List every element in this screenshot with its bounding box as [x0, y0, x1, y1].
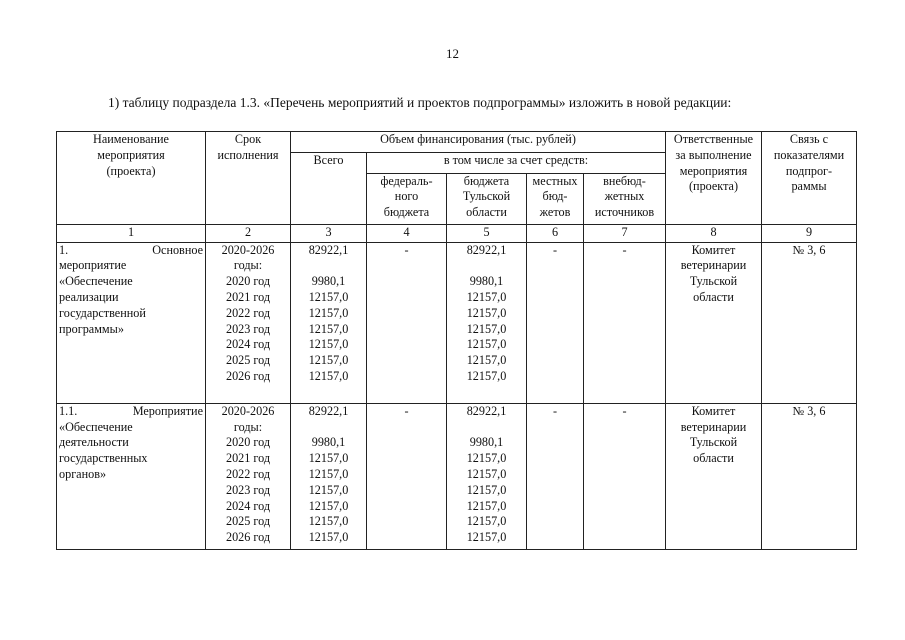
- total-values-line: 12157,0: [308, 498, 349, 513]
- term-years: [206, 403, 291, 549]
- total-values-line: 12157,0: [308, 353, 349, 368]
- term-years-line: 2026 год: [225, 530, 271, 545]
- total-values-line: 12157,0: [308, 451, 349, 466]
- total-values-line: [293, 258, 364, 274]
- responsible-org-line: Тульской: [689, 435, 738, 450]
- header-text-line: Срок: [234, 132, 262, 146]
- header-text-line: Наименование: [93, 132, 169, 146]
- total-values-line: 12157,0: [308, 467, 349, 482]
- term-years-line: 2026 год: [225, 368, 271, 383]
- indicator-link: № 3, 6: [762, 403, 857, 549]
- header-local: [527, 173, 584, 225]
- regional-values-line: 12157,0: [466, 337, 507, 352]
- header-funding: Объем финансирования (тыс. рублей): [291, 132, 666, 153]
- column-numbers-row: [57, 225, 857, 242]
- term-years-line: годы:: [233, 258, 263, 273]
- measure-name-word: Основное: [152, 242, 203, 257]
- responsible-org-line: Комитет: [691, 242, 736, 257]
- header-text-line: мероприятия: [97, 147, 165, 162]
- term-years-line: 2023 год: [225, 482, 271, 497]
- regional-values-line: 9980,1: [469, 274, 504, 289]
- column-number: 8: [666, 225, 762, 242]
- responsible-org-line: области: [693, 451, 734, 466]
- header-link: [762, 132, 857, 225]
- term-years-line: 2020-2026: [221, 242, 275, 257]
- responsible-org-line: ветеринарии: [680, 419, 747, 434]
- measure-name-word: 1.: [59, 242, 69, 257]
- term-years-line: 2022 год: [225, 467, 271, 482]
- term-years-line: 2020 год: [225, 274, 271, 289]
- extra-value: -: [584, 242, 666, 403]
- measure-name-head: [59, 404, 203, 420]
- responsible-org-line: Тульской: [689, 274, 738, 289]
- regional-values-line: [449, 420, 524, 436]
- header-text-line: внебюд-: [603, 173, 646, 188]
- measure-name-line: деятельности: [59, 435, 129, 450]
- regional-values-line: [449, 258, 524, 274]
- intro-paragraph: 1) таблицу подраздела 1.3. «Перечень мероприятий и проектов подпрограммы» изложить в новой редакции:: [108, 95, 732, 110]
- column-number: 1: [57, 225, 206, 242]
- total-values-line: 9980,1: [311, 274, 346, 289]
- regional-values-line: 12157,0: [466, 289, 507, 304]
- regional-values-line: 12157,0: [466, 498, 507, 513]
- total-values-line: 82922,1: [308, 403, 349, 418]
- responsible-org-line: области: [693, 289, 734, 304]
- responsible-org-line: ветеринарии: [680, 258, 747, 273]
- header-text-line: показателями: [773, 147, 845, 162]
- header-text-line: местных: [532, 173, 578, 188]
- header-text-line: Связь с: [789, 132, 829, 146]
- extra-value: -: [584, 403, 666, 549]
- measure-name-line: программы»: [59, 321, 124, 336]
- local-value: -: [527, 403, 584, 549]
- responsible-org: [666, 242, 762, 403]
- federal-value: -: [367, 242, 447, 403]
- total-values-line: 12157,0: [308, 368, 349, 383]
- term-years-line: 2025 год: [225, 353, 271, 368]
- header-text-line: за выполнение: [675, 147, 752, 162]
- column-number: 5: [447, 225, 527, 242]
- regional-values-line: 12157,0: [466, 368, 507, 383]
- local-value: -: [527, 242, 584, 403]
- header-text-line: бюджета: [463, 173, 510, 188]
- responsible-org: [666, 403, 762, 549]
- responsible-org-line: Комитет: [691, 403, 736, 418]
- total-values-line: 12157,0: [308, 482, 349, 497]
- term-years-line: 2020-2026: [221, 403, 275, 418]
- header-text-line: подпрог-: [785, 163, 833, 178]
- total-values-line: 82922,1: [308, 242, 349, 257]
- column-number: 2: [206, 225, 291, 242]
- term-years-line: 2023 год: [225, 321, 271, 336]
- header-extra: [584, 173, 666, 225]
- term-years-line: 2024 год: [225, 337, 271, 352]
- measure-name-line: мероприятие: [59, 258, 127, 273]
- term-years-line: 2024 год: [225, 498, 271, 513]
- term-years-line: 2020 год: [225, 435, 271, 450]
- measure-name-line: «Обеспечение: [59, 274, 133, 289]
- total-values-line: 9980,1: [311, 435, 346, 450]
- table-row: [57, 242, 857, 403]
- page-number: 12: [446, 46, 459, 61]
- header-text-line: ного: [394, 189, 419, 204]
- regional-values-line: 12157,0: [466, 467, 507, 482]
- regional-values-line: 9980,1: [469, 435, 504, 450]
- total-values-line: 12157,0: [308, 289, 349, 304]
- header-text-line: мероприятия: [679, 163, 748, 178]
- header-text-line: Тульской: [462, 189, 511, 204]
- total-values: [291, 242, 367, 403]
- regional-values-line: 12157,0: [466, 451, 507, 466]
- term-years-line: 2025 год: [225, 514, 271, 529]
- regional-values-line: 12157,0: [466, 530, 507, 545]
- header-term: [206, 132, 291, 225]
- measure-name-word: 1.1.: [59, 403, 78, 418]
- measure-name: [57, 242, 206, 403]
- measures-table: [56, 131, 857, 550]
- measure-name: [57, 403, 206, 549]
- header-text-line: жетов: [539, 205, 571, 220]
- header-name: [57, 132, 206, 225]
- measure-name-line: реализации: [59, 289, 119, 304]
- measure-name-line: государственной: [59, 305, 146, 320]
- header-incl: в том числе за счет средств:: [367, 153, 666, 173]
- term-years-line: годы:: [233, 419, 263, 434]
- measure-name-word: Мероприятие: [132, 403, 203, 418]
- federal-value: -: [367, 403, 447, 549]
- regional-values-line: 82922,1: [466, 403, 507, 418]
- term-years-line: 2021 год: [225, 451, 271, 466]
- term-years: [206, 242, 291, 403]
- header-regional: [447, 173, 527, 225]
- header-text-line: исполнения: [217, 147, 279, 162]
- total-values-line: 12157,0: [308, 305, 349, 320]
- header-text-line: раммы: [791, 179, 827, 194]
- header-text-line: бюд-: [542, 189, 568, 204]
- header-total: Всего: [291, 153, 367, 225]
- total-values-line: 12157,0: [308, 530, 349, 545]
- regional-values-line: 12157,0: [466, 514, 507, 529]
- measure-name-head: [59, 243, 203, 259]
- regional-values: [447, 403, 527, 549]
- header-text-line: Ответственные: [673, 132, 754, 146]
- regional-values-line: 82922,1: [466, 242, 507, 257]
- total-values-line: 12157,0: [308, 337, 349, 352]
- total-values: [291, 403, 367, 549]
- term-years-line: 2022 год: [225, 305, 271, 320]
- regional-values: [447, 242, 527, 403]
- column-number: 7: [584, 225, 666, 242]
- measure-name-line: органов»: [59, 467, 107, 482]
- total-values-line: 12157,0: [308, 514, 349, 529]
- header-text-line: источников: [594, 205, 655, 220]
- column-number: 6: [527, 225, 584, 242]
- measure-name-line: «Обеспечение: [59, 419, 133, 434]
- term-years-line: 2021 год: [225, 289, 271, 304]
- regional-values-line: 12157,0: [466, 321, 507, 336]
- table-row: [57, 403, 857, 549]
- measure-name-line: государственных: [59, 451, 148, 466]
- total-values-line: [293, 420, 364, 436]
- indicator-link: № 3, 6: [762, 242, 857, 403]
- header-federal: [367, 173, 447, 225]
- column-number: 3: [291, 225, 367, 242]
- header-text-line: федераль-: [380, 173, 433, 188]
- regional-values-line: 12157,0: [466, 353, 507, 368]
- header-text-line: (проекта): [688, 179, 739, 194]
- regional-values-line: 12157,0: [466, 482, 507, 497]
- header-text-line: бюджета: [383, 205, 430, 220]
- header-responsible: [666, 132, 762, 225]
- header-text-line: (проекта): [106, 163, 156, 178]
- header-text-line: жетных: [604, 189, 645, 204]
- total-values-line: 12157,0: [308, 321, 349, 336]
- regional-values-line: 12157,0: [466, 305, 507, 320]
- column-number: 9: [762, 225, 857, 242]
- column-number: 4: [367, 225, 447, 242]
- header-text-line: области: [466, 205, 507, 220]
